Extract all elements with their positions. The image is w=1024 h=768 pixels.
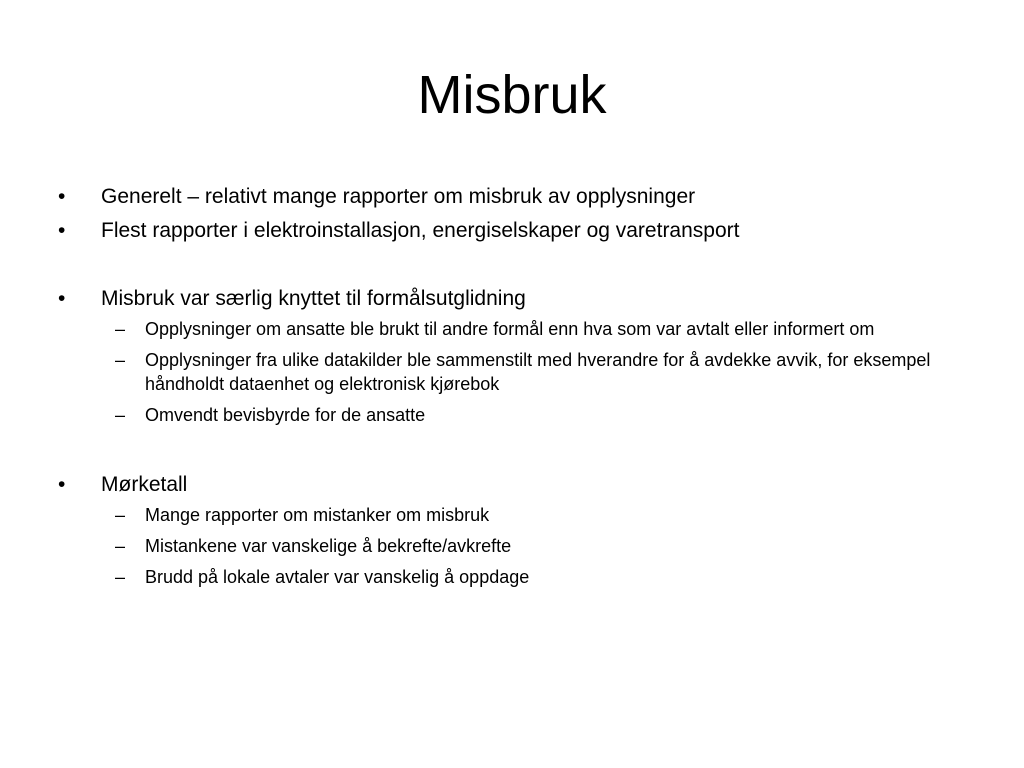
sub-bullet-item [115,348,935,396]
sub-bullet-text: Opplysninger fra ulike datakilder ble sammenstilt med hverandre for å avdekke avvik, for eksempel håndholdt dataenhet og elektronisk kjørebok [145,350,931,394]
sub-bullet-marker: – [115,350,126,370]
bullet-text: Misbruk var særlig knyttet til formålsutglidning [101,287,526,310]
bullet-text: Generelt – relativt mange rapporter om misbruk av opplysninger [101,185,696,208]
bullet-marker: • [58,185,66,208]
spacer [58,434,978,468]
sub-bullet-item [115,317,935,341]
sub-bullet-marker: – [115,405,126,425]
sub-bullet-item [115,534,935,558]
sub-bullet-text: Brudd på lokale avtaler var vanskelig å oppdage [145,567,530,587]
bullet-item [58,468,978,502]
sub-bullet-text: Opplysninger om ansatte ble brukt til andre formål enn hva som var avtalt eller informert om [145,319,875,339]
spacer [58,248,978,282]
sub-bullet-item [115,403,935,427]
bullet-marker: • [58,219,66,242]
bullet-marker: • [58,473,66,496]
bullet-item [58,214,978,248]
sub-bullet-item [115,503,935,527]
sub-bullet-item [115,565,935,589]
slide-title: Misbruk [417,65,607,125]
bullet-item [58,180,978,214]
sub-bullet-text: Mange rapporter om mistanker om misbruk [145,505,490,525]
sub-bullet-marker: – [115,536,126,556]
bullet-text: Mørketall [101,473,188,496]
bullet-text: Flest rapporter i elektroinstallasjon, energiselskaper og varetransport [101,219,740,242]
sub-bullet-text: Omvendt bevisbyrde for de ansatte [145,405,426,425]
sub-bullet-marker: – [115,319,126,339]
bullet-list [58,180,978,596]
bullet-marker: • [58,287,66,310]
sub-bullet-marker: – [115,567,126,587]
sub-bullet-text: Mistankene var vanskelige å bekrefte/avkrefte [145,536,512,556]
bullet-item [58,282,978,316]
sub-bullet-marker: – [115,505,126,525]
